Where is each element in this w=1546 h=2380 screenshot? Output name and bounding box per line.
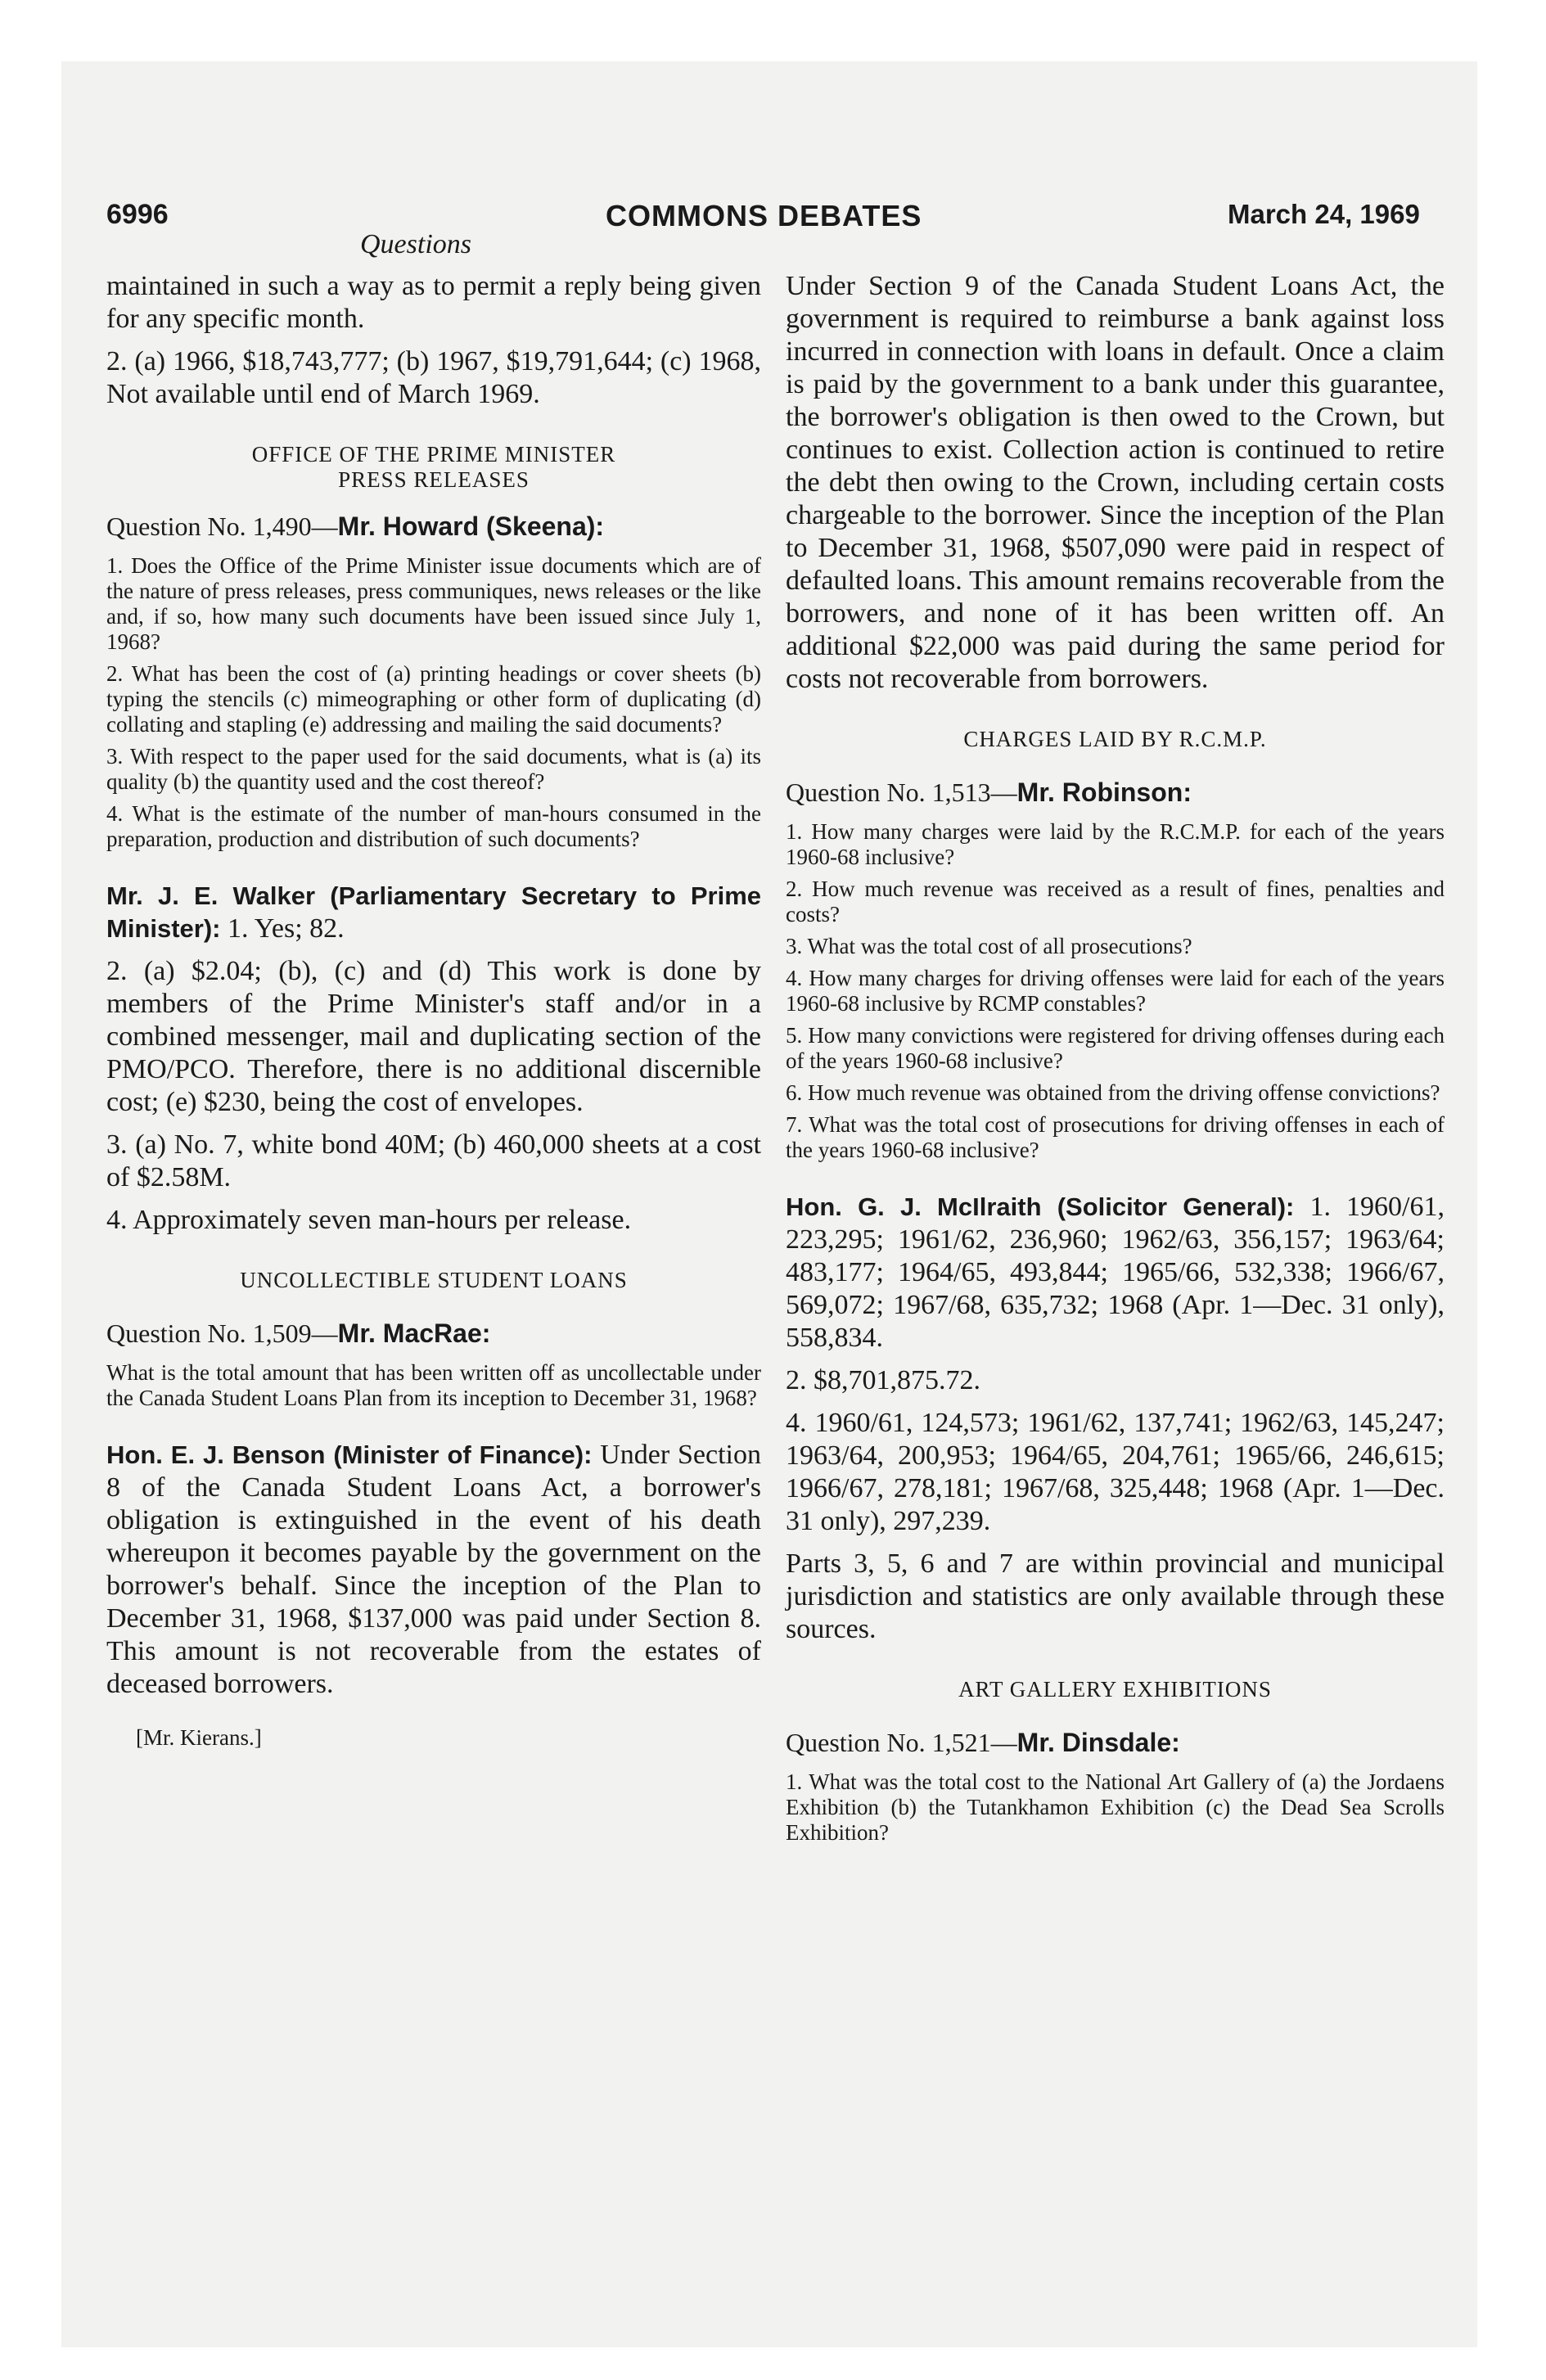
question-item: 5. How many convictions were registered for driving offenses during each of the years 1960-68 inclusive?	[786, 1023, 1445, 1073]
question-1521-heading	[786, 1727, 1445, 1758]
question-member: Mr. Dinsdale:	[1016, 1728, 1180, 1757]
answer-paragraph: Under Section 9 of the Canada Student Loans Act, the government is required to reimburse a bank against loss incurred in connection with loans in default. Once a claim is paid by the government to a bank under this guarantee, the borrower's obligation is then owed to the Crown, but continues to exist. Collection action is continued to retire the debt then owing to the Crown, including certain costs chargeable to the borrower. Since the inception of the Plan to December 31, 1968, $507,090 were paid in respect of defaulted loans. This amount remains recoverable from the borrowers, and none of it has been written off. An additional $22,000 was paid during the same period for costs not recoverable from borrowers.	[786, 271, 1445, 694]
publication-title: COMMONS DEBATES	[606, 199, 922, 232]
continued-text: maintained in such a way as to permit a reply being given for any specific month.	[106, 271, 761, 334]
question-1490-heading	[106, 511, 761, 542]
answer-paragraph: 3. (a) No. 7, white bond 40M; (b) 460,000 sheets at a cost of $2.58M.	[106, 1129, 761, 1192]
question-item: 3. What was the total cost of all prosecutions?	[786, 934, 1192, 958]
issue-date: March 24, 1969	[1228, 199, 1420, 229]
question-item: 2. How much revenue was received as a result of fines, penalties and costs?	[786, 877, 1445, 926]
question-item: What is the total amount that has been written off as uncollectable under the Canada Student Loans Plan from its inception to December 31, 1968?	[106, 1360, 761, 1410]
answer-mcilraith	[786, 1191, 1445, 1355]
question-1513-heading	[786, 777, 1445, 808]
question-number: Question No. 1,513—	[786, 778, 1017, 807]
right-column	[786, 270, 1445, 1852]
answer-walker	[106, 880, 761, 945]
question-item: 2. What has been the cost of (a) printing headings or cover sheets (b) typing the stencils (c) mimeographing or other form of duplicating (d) collating and stapling (e) addressing and mailing the said documents?	[106, 661, 761, 737]
question-item: 6. How much revenue was obtained from the driving offense convictions?	[786, 1080, 1440, 1105]
answer-paragraph: 2. (a) $2.04; (b), (c) and (d) This work is done by members of the Prime Minister's staff and/or in a combined messenger, mail and duplicating section of the PMO/PCO. Therefore, there is no additional discernible cost; (e) $230, being the cost of envelopes.	[106, 956, 761, 1117]
left-column	[106, 270, 761, 1751]
question-member: Mr. MacRae:	[337, 1318, 491, 1348]
question-item: 3. With respect to the paper used for the said documents, what is (a) its quality (b) the quantity used and the cost thereof?	[106, 744, 761, 794]
section-heading-pmo: OFFICE OF THE PRIME MINISTER PRESS RELEASES	[251, 442, 616, 492]
question-item: 4. How many charges for driving offenses were laid for each of the years 1960-68 inclusive by RCMP constables?	[786, 966, 1445, 1016]
answer-text: 1. 1960/61, 223,295; 1961/62, 236,960; 1962/63, 356,157; 1963/64; 483,177; 1964/65, 493,844; 1965/66, 532,338; 1966/67, 569,072; 1967/68, 635,732; 1968 (Apr. 1—Dec. 31 only), 558,834.	[786, 1192, 1445, 1353]
answer-benson	[106, 1439, 761, 1701]
question-member: Mr. Robinson:	[1016, 778, 1192, 807]
speaker-name: Hon. E. J. Benson (Minister of Finance):	[106, 1440, 593, 1469]
section-heading-loans: UNCOLLECTIBLE STUDENT LOANS	[240, 1268, 628, 1292]
speaker-name: Hon. G. J. McIlraith (Solicitor General):	[786, 1192, 1295, 1221]
section-label: Questions	[360, 229, 471, 259]
continued-answer: 2. (a) 1966, $18,743,777; (b) 1967, $19,791,644; (c) 1968, Not available until end of March 1969.	[106, 346, 761, 409]
answer-paragraph: 4. 1960/61, 124,573; 1961/62, 137,741; 1962/63, 145,247; 1963/64, 200,953; 1964/65, 204,761; 1965/66, 246,615; 1966/67, 278,181; 1967/68, 325,448; 1968 (Apr. 1—Dec. 31 only), 297,239.	[786, 1408, 1445, 1536]
question-number: Question No. 1,490—	[106, 512, 338, 541]
answer-paragraph: 4. Approximately seven man-hours per release.	[106, 1205, 632, 1235]
speaker-attribution: [Mr. Kierans.]	[136, 1725, 262, 1750]
section-heading-rcmp: CHARGES LAID BY R.C.M.P.	[963, 727, 1267, 751]
question-item: 4. What is the estimate of the number of man-hours consumed in the preparation, production and distribution of such documents?	[106, 801, 761, 851]
answer-text: 1. Yes; 82.	[220, 913, 345, 944]
answer-paragraph: 2. $8,701,875.72.	[786, 1365, 980, 1395]
question-item: 1. What was the total cost to the National Art Gallery of (a) the Jordaens Exhibition (b) the Tutankhamon Exhibition (c) the Dead Sea Scrolls Exhibition?	[786, 1769, 1445, 1845]
question-item: 1. Does the Office of the Prime Minister issue documents which are of the nature of press releases, press communiques, news releases or the like and, if so, how many such documents have been issued since July 1, 1968?	[106, 553, 761, 654]
speaker-name: Mr. J. E. Walker (Parliamentary Secretary to Prime Minister):	[106, 881, 761, 943]
answer-paragraph: Parts 3, 5, 6 and 7 are within provincial and municipal jurisdiction and statistics are only available through these sources.	[786, 1548, 1445, 1644]
page-number: 6996	[106, 199, 169, 230]
question-item: 1. How many charges were laid by the R.C.M.P. for each of the years 1960-68 inclusive?	[786, 819, 1445, 869]
answer-text: Under Section 8 of the Canada Student Loans Act, a borrower's obligation is extinguished in the event of his death whereupon it becomes payable by the government on the borrower's behalf. Since the inception of the Plan to December 31, 1968, $137,000 was paid under Section 8. This amount is not recoverable from the estates of deceased borrowers.	[106, 1440, 761, 1699]
question-item: 7. What was the total cost of prosecutions for driving offenses in each of the years 1960-68 inclusive?	[786, 1112, 1445, 1162]
question-number: Question No. 1,521—	[786, 1728, 1017, 1757]
question-number: Question No. 1,509—	[106, 1318, 338, 1348]
question-1509-heading	[106, 1318, 761, 1349]
section-heading-art: ART GALLERY EXHIBITIONS	[958, 1677, 1272, 1702]
question-member: Mr. Howard (Skeena):	[337, 512, 605, 541]
